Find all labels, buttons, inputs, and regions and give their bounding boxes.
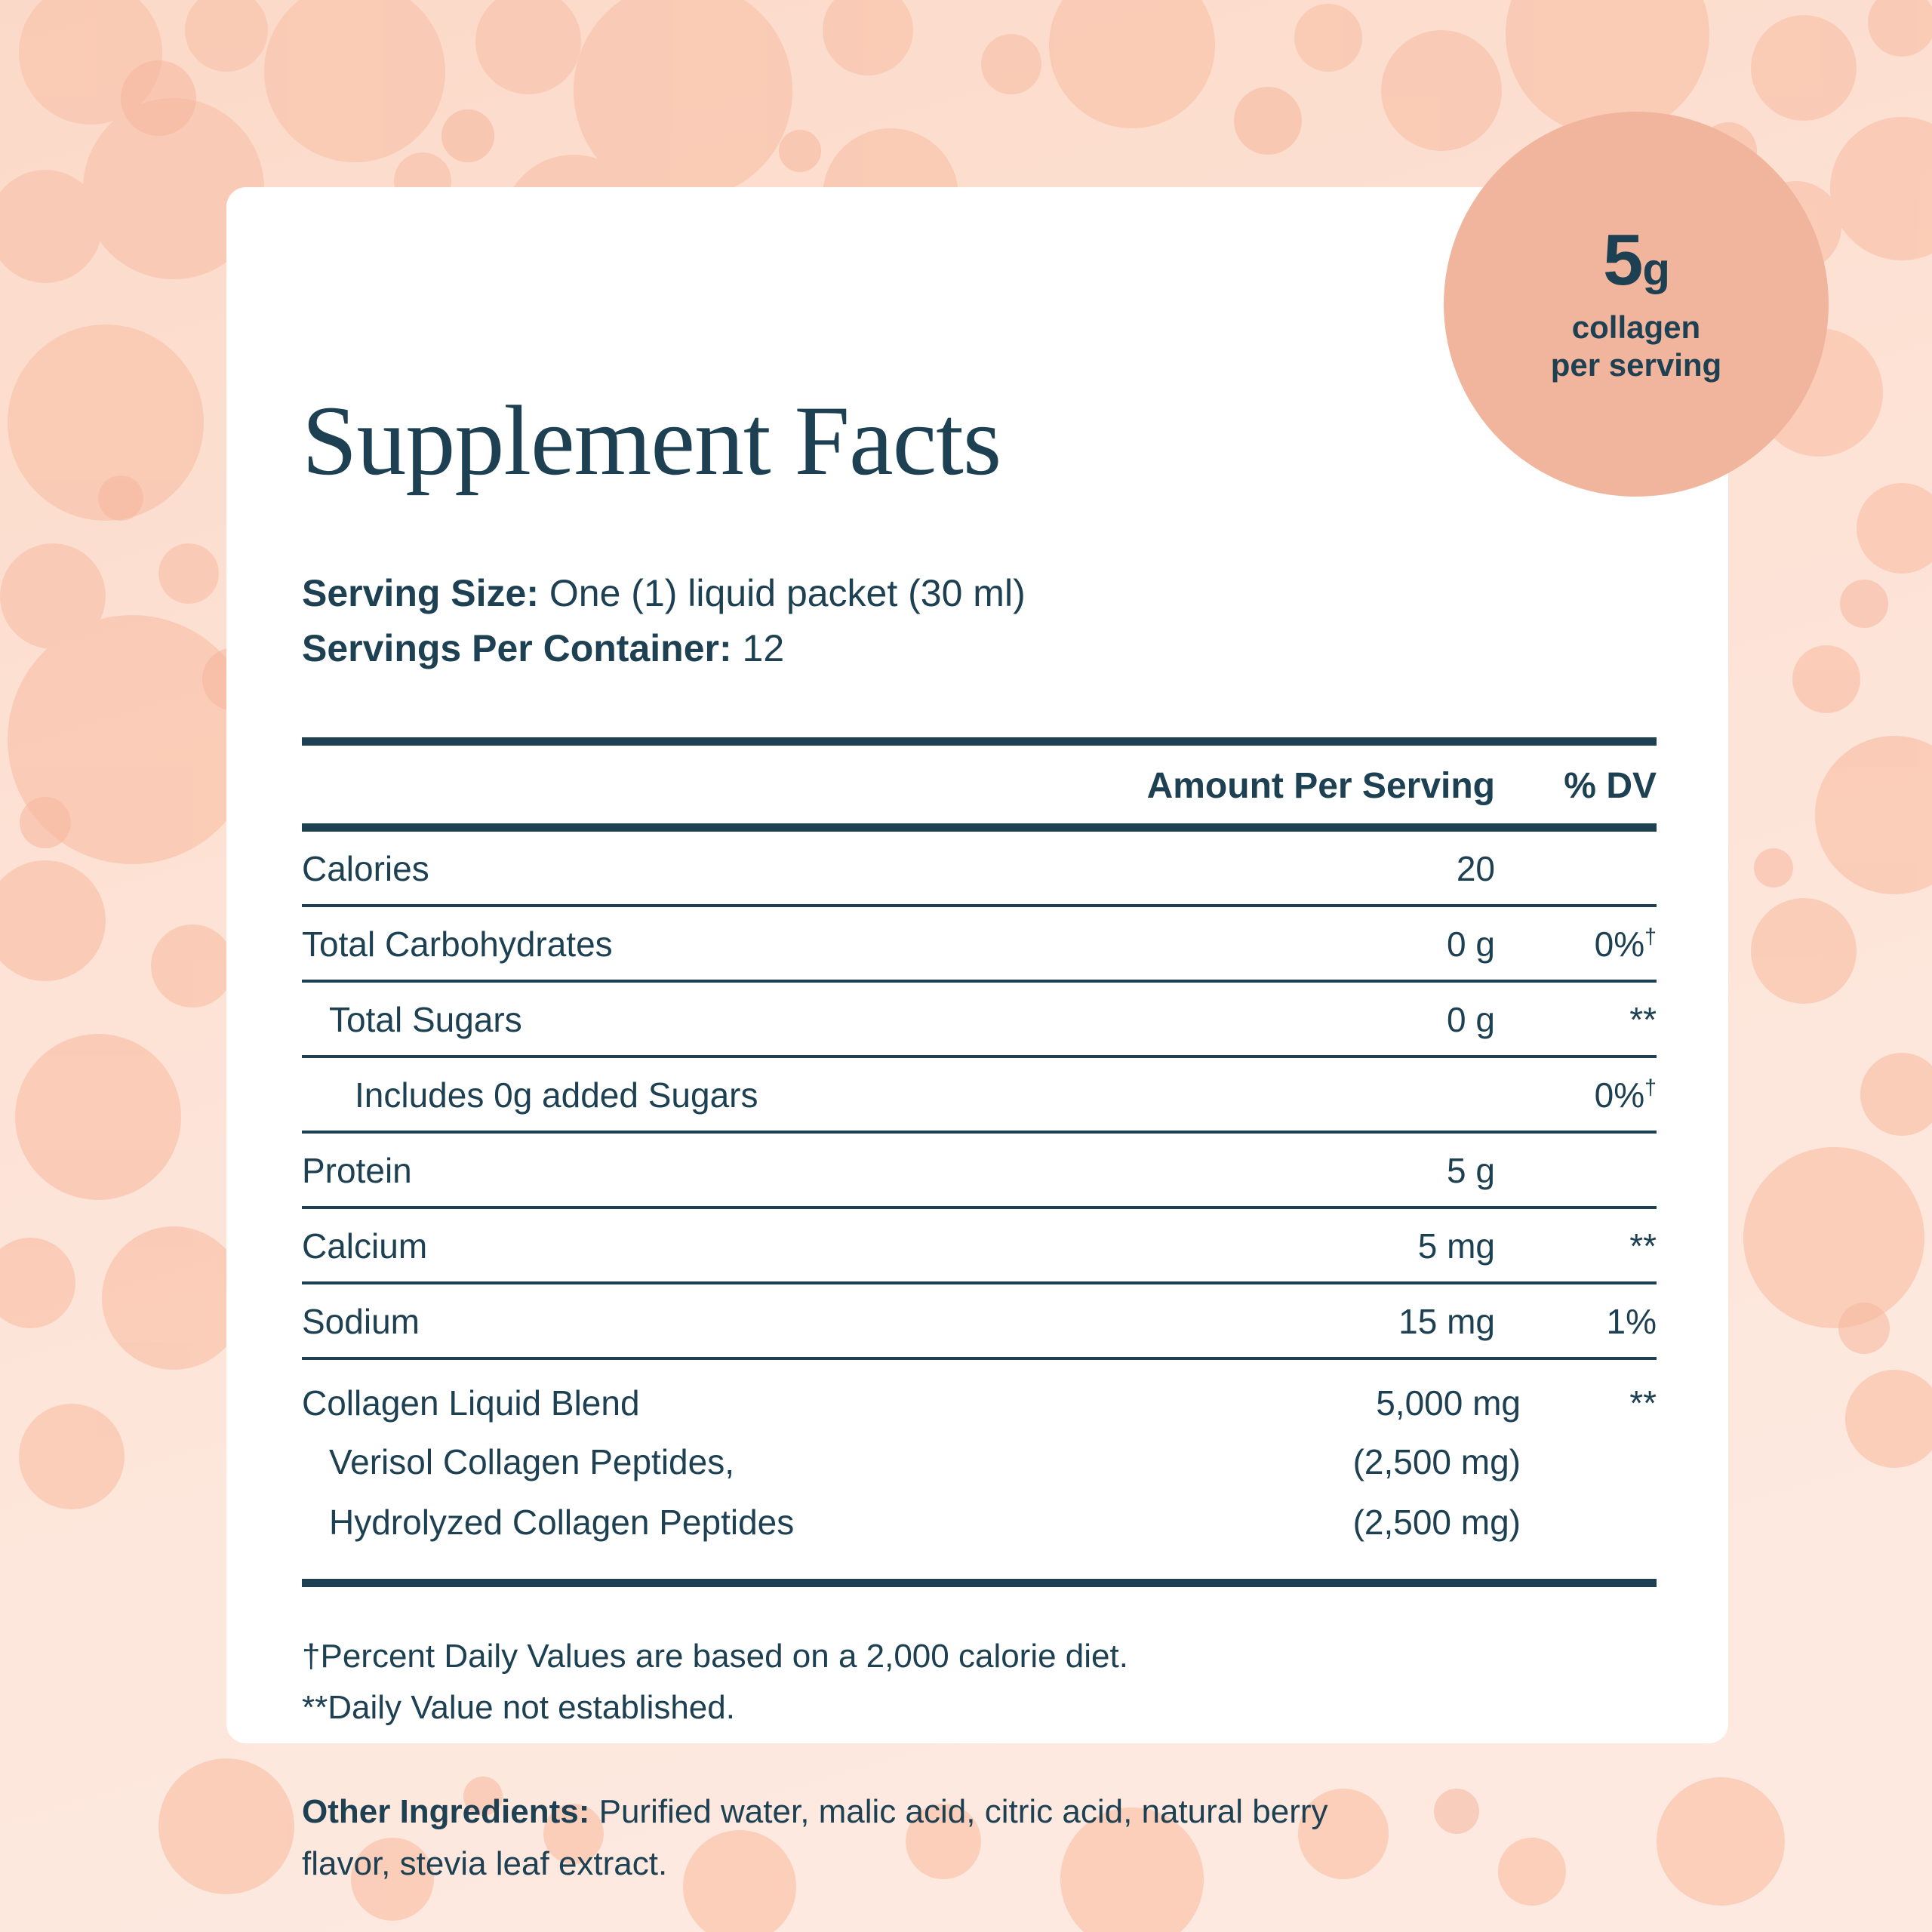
blend-item-dv: [1521, 1491, 1657, 1552]
servings-per-container-line: [302, 621, 1660, 676]
row-name: Protein: [302, 1132, 1103, 1208]
card-content: [302, 187, 1660, 1890]
badge-amount-number: 5: [1602, 219, 1643, 300]
row-dv: 0%†: [1521, 1057, 1657, 1132]
badge-amount: [1602, 219, 1670, 300]
blend-item-amount: (2,500 mg): [1352, 1503, 1521, 1542]
blend-item-row: [302, 1431, 1657, 1491]
row-name: Total Sugars: [302, 981, 1103, 1057]
footnotes: [302, 1631, 1660, 1734]
footnote-not-established: **Daily Value not established.: [302, 1689, 735, 1727]
row-amount: 0 g: [1103, 981, 1521, 1057]
blend-amount: 5,000 mg: [1376, 1383, 1521, 1423]
nutrition-table: [302, 737, 1657, 1552]
serving-info: [302, 566, 1660, 675]
footnote-daily-value: †Percent Daily Values are based on a 2,000 calorie diet.: [302, 1638, 1128, 1675]
row-amount: 15 mg: [1103, 1283, 1521, 1358]
row-name: Includes 0g added Sugars: [302, 1057, 1103, 1132]
table-row: [302, 828, 1657, 906]
serving-size-label: Serving Size:: [302, 572, 539, 614]
row-amount: 20: [1103, 828, 1521, 906]
other-ingredients-text: Purified water, malic acid, citric acid, natural berry flavor, stevia leaf extract.: [302, 1793, 1328, 1882]
row-amount: 5 g: [1103, 1132, 1521, 1208]
table-header-row: [302, 742, 1657, 828]
other-ingredients-label: Other Ingredients:: [302, 1793, 590, 1831]
blend-row: [302, 1358, 1657, 1431]
table-row: [302, 1057, 1657, 1132]
table-row: [302, 1208, 1657, 1283]
page-title: Supplement Facts: [302, 385, 1001, 496]
row-dv: **: [1521, 1208, 1657, 1283]
header-cell-amount: Amount Per Serving: [1103, 742, 1521, 828]
blend-dv: **: [1629, 1383, 1657, 1423]
serving-size-line: [302, 566, 1660, 621]
row-dv: **: [1521, 981, 1657, 1057]
blend-item-dv: [1521, 1431, 1657, 1491]
badge-subtitle: [1551, 309, 1721, 385]
row-name: Calories: [302, 828, 1103, 906]
badge-subtitle-line1: collagen: [1571, 309, 1701, 345]
blend-name: Collagen Liquid Blend: [302, 1383, 640, 1423]
blend-item-name: Hydrolyzed Collagen Peptides: [329, 1503, 795, 1542]
blend-item-amount: (2,500 mg): [1352, 1442, 1521, 1481]
row-dv: [1521, 828, 1657, 906]
row-amount: 0 g: [1103, 906, 1521, 981]
table-row: [302, 906, 1657, 981]
collagen-badge: [1444, 112, 1829, 497]
serving-size-value: One (1) liquid packet (30 ml): [549, 572, 1026, 614]
table-row: [302, 1132, 1657, 1208]
row-dv: [1521, 1132, 1657, 1208]
other-ingredients: [302, 1786, 1358, 1889]
servings-per-container-value: 12: [742, 626, 785, 669]
servings-per-container-label: Servings Per Container:: [302, 626, 732, 669]
table-row: [302, 981, 1657, 1057]
row-name: Calcium: [302, 1208, 1103, 1283]
blend-item-name: Verisol Collagen Peptides,: [329, 1442, 734, 1481]
table-row: [302, 1283, 1657, 1358]
row-name: Total Carbohydrates: [302, 906, 1103, 981]
badge-amount-unit: g: [1642, 243, 1670, 294]
row-dv: 1%: [1521, 1283, 1657, 1358]
row-name: Sodium: [302, 1283, 1103, 1358]
blend-item-row: [302, 1491, 1657, 1552]
row-amount: [1103, 1057, 1521, 1132]
header-cell-name: [302, 742, 1103, 828]
header-cell-dv: % DV: [1521, 742, 1657, 828]
row-amount: 5 mg: [1103, 1208, 1521, 1283]
badge-subtitle-line2: per serving: [1550, 347, 1722, 383]
table-bottom-rule: [302, 1579, 1657, 1587]
row-dv: 0%†: [1521, 906, 1657, 981]
